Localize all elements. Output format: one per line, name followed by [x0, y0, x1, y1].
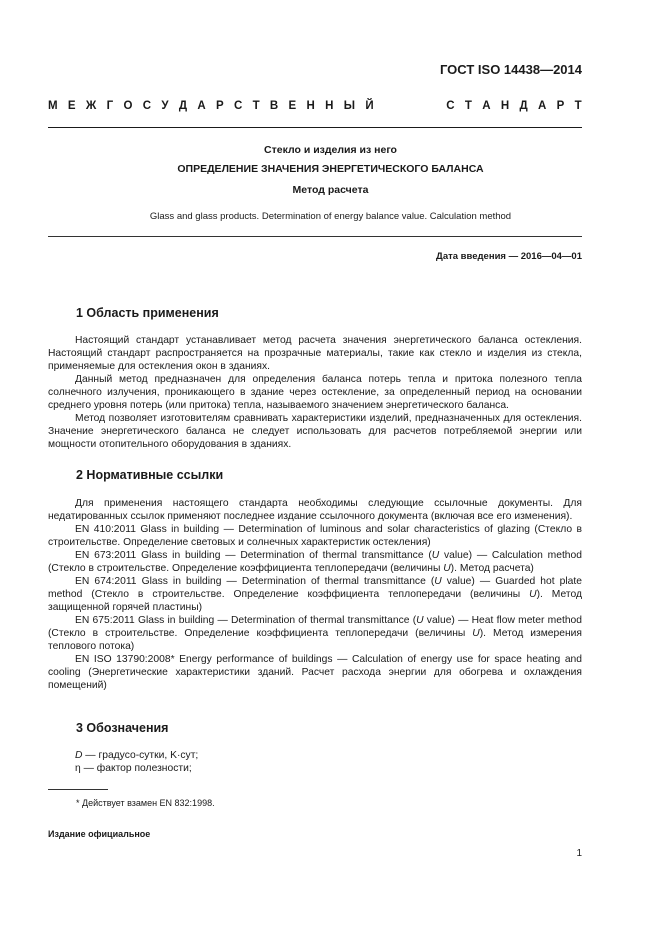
letter: Т	[574, 100, 582, 112]
word-gap	[384, 100, 436, 112]
reference-item: EN 410:2011 Glass in building — Determination of luminous and solar characteristics of glazing (Стекло в строительстве. Определение световых и солнечных характеристик остекления)	[48, 524, 582, 548]
document-method: Метод расчета	[292, 184, 369, 196]
paragraph: Данный метод предназначен для определения баланса потерь тепла и притока полезного тепла солнечного излучения, проникающего в здание через остекление, за определенный период на основании среднего уровня потерь (или притока) тепла, называемого значением энергетического баланса.	[48, 374, 582, 411]
letter: Ж	[85, 100, 97, 112]
section-2-body	[48, 497, 582, 692]
letter: Г	[106, 100, 114, 112]
document-subtitle: Стекло и изделия из него	[264, 144, 397, 156]
letter: Д	[178, 100, 188, 112]
paragraph: Метод позволяет изготовителям сравнивать характеристики изделий, предназначенных для остекления. Значение энергетического баланса не следует использовать для расчетов потребляемой энергии или мощности отопительного оборудования в зданиях.	[48, 413, 582, 450]
introduction-date: Дата введения — 2016—04—01	[436, 251, 582, 262]
letter: Н	[500, 100, 510, 112]
letter: Н	[306, 100, 315, 112]
symbol-item: η — фактор полезности;	[75, 763, 192, 774]
section-1-body	[48, 334, 582, 451]
page-number: 1	[576, 848, 582, 859]
letter: У	[161, 100, 169, 112]
footnote-rule	[48, 789, 108, 790]
letter: С	[233, 100, 243, 112]
header-rule	[48, 127, 582, 128]
letter: Т	[252, 100, 260, 112]
letter: С	[446, 100, 455, 112]
letter: А	[482, 100, 491, 112]
section-2-heading: 2 Нормативные ссылки	[76, 468, 224, 482]
letter: М	[48, 100, 58, 112]
letter: А	[537, 100, 547, 112]
interstate-standard-label	[48, 100, 582, 112]
paragraph: Для применения настоящего стандарта необходимы следующие ссылочные документы. Для недатированных ссылок применяют последнее издание ссылочного документа (включая все его изменения).	[48, 498, 582, 522]
section-1-heading: 1 Область применения	[76, 306, 219, 320]
section-3-body	[48, 749, 582, 775]
letter: С	[142, 100, 152, 112]
letter: Т	[464, 100, 472, 112]
letter: О	[123, 100, 133, 112]
english-title: Glass and glass products. Determination of energy balance value. Calculation method	[149, 211, 512, 222]
letter: В	[269, 100, 279, 112]
letter: Е	[67, 100, 76, 112]
footnote: * Действует взамен EN 832:1998.	[76, 798, 215, 808]
document-title: ОПРЕДЕЛЕНИЕ ЗНАЧЕНИЯ ЭНЕРГЕТИЧЕСКОГО БАЛАНСА	[177, 163, 484, 175]
symbol-item: D — градусо-сутки, K·сут;	[75, 750, 199, 761]
reference-item: EN 675:2011 Glass in building — Determination of thermal transmittance (U value) — Heat flow meter method (Стекло в строительстве. Определение коэффициента теплопередачи (величины U). Метод измерения теплового потока)	[48, 615, 583, 652]
section-3-heading: 3 Обозначения	[76, 721, 169, 735]
reference-item: EN 673:2011 Glass in building — Determination of thermal transmittance (U value) — Calculation method (Стекло в строительстве. Определение коэффициента теплопередачи (величины U). Метод расчета)	[48, 550, 582, 574]
paragraph: Настоящий стандарт устанавливает метод расчета значения энергетического баланса остекления. Настоящий стандарт распространяется на прозрачные материалы, такие как стекло и изделия из стекла, применяемые для остекления окон в зданиях.	[48, 335, 582, 372]
letter: Р	[556, 100, 565, 112]
letter: Ы	[343, 100, 356, 112]
letter: Н	[325, 100, 334, 112]
reference-item: EN 674:2011 Glass in building — Determination of thermal transmittance (U value) — Guarded hot plate method (Стекло в строительстве. Определение коэффициента теплопередачи (величины U). Метод защищенной горячей пластины)	[48, 576, 582, 613]
letter: А	[197, 100, 206, 112]
reference-item: EN ISO 13790:2008* Energy performance of buildings — Calculation of energy use for space heating and cooling (Энергетические характеристики зданий. Расчет расхода энергии для обогрева и охлаждения помещений)	[48, 654, 582, 691]
letter: Й	[365, 100, 374, 112]
edition-label: Издание официальное	[48, 829, 151, 839]
standard-code: ГОСТ ISO 14438—2014	[439, 62, 582, 77]
letter: Е	[288, 100, 297, 112]
letter: Р	[215, 100, 224, 112]
title-rule	[48, 236, 582, 237]
letter: Д	[519, 100, 528, 112]
